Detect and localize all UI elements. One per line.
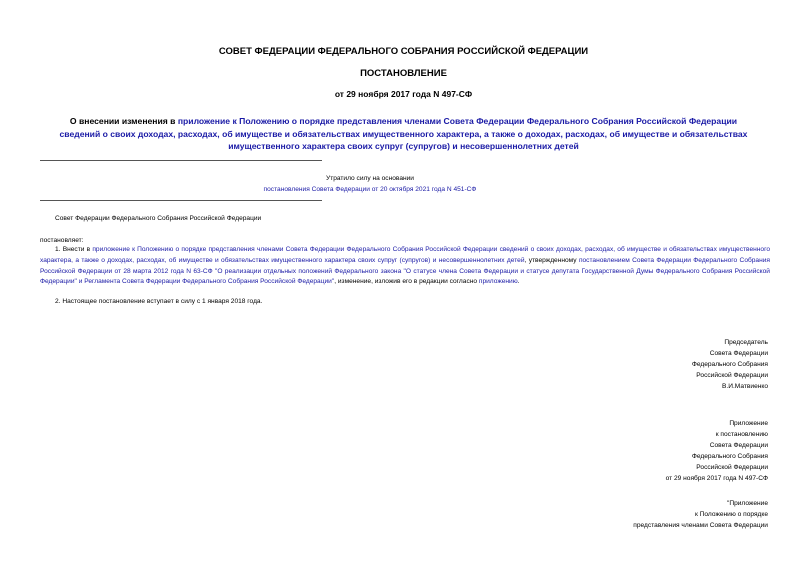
- divider-bottom: [40, 200, 322, 201]
- appendix-line-5: Российской Федерации: [696, 464, 768, 471]
- signature-line-2: Совета Федерации: [709, 350, 768, 357]
- signature-name: В.И.Матвиенко: [721, 383, 768, 390]
- signature-line-3: Федерального Собрания: [691, 361, 768, 368]
- item-2-paragraph: 2. Настоящее постановление вступает в силу с 1 января 2018 года.: [55, 298, 263, 305]
- item-1-end: , изменение, изложив его в редакции согласно: [334, 278, 479, 286]
- appendix-line-1: Приложение: [729, 420, 768, 427]
- lost-force-container: [230, 185, 510, 196]
- title-link-appendix-line3[interactable]: имущественного характера своих супруг (супругов) и несовершеннолетних детей: [228, 141, 579, 151]
- item-1-link-resolution[interactable]: постановлением Совета Федерации Федерального Собрания Российской Федерации от 28 марта 2012 года N 63-СФ "О реализации отдельных положений Федерального закона "О статусе члена Совета Федерации и статусе депутата Государственной Думы Федерального Собрания Российской Федерации" и Регламента Совета Федерации Федерального Собрания Российской Федерации": [40, 256, 770, 286]
- appendix-line-2: к постановлению: [715, 431, 768, 438]
- council-paragraph: Совет Федерации Федерального Собрания Российской Федерации: [55, 215, 262, 222]
- signature-line-4: Российской Федерации: [696, 372, 768, 379]
- title-prefix: О внесении изменения в: [69, 116, 178, 126]
- appendix-quote-line-2: к Положению о порядке: [694, 511, 768, 518]
- item-1-link-appendix[interactable]: приложение к Положению о порядке представления членами Совета Федерации Федерального Собрания Российской Федерации сведений о своих доходах, расходах, об имуществе и обязательствах имущественного характера, а также о доходах, расходах, об имуществе и обязательствах имущественного характера своих супруг (супругов) и несовершеннолетних детей: [40, 246, 770, 264]
- appendix-header-block: [508, 418, 768, 484]
- signature-line-1: Председатель: [724, 339, 768, 346]
- appendix-quote-line-3: представления членами Совета Федерации: [633, 522, 768, 529]
- item-1-mid: , утвержденному: [524, 256, 579, 264]
- organization-heading: СОВЕТ ФЕДЕРАЦИИ ФЕДЕРАЛЬНОГО СОБРАНИЯ РОССИЙСКОЙ ФЕДЕРАЦИИ: [218, 46, 589, 57]
- item-1-start: 1. Внести в: [55, 246, 93, 253]
- item-1-dot: .: [517, 278, 520, 286]
- divider-top: [40, 160, 322, 161]
- appendix-quote-line-1: "Приложение: [726, 500, 768, 507]
- appendix-line-6: от 29 ноября 2017 года N 497-СФ: [665, 475, 768, 482]
- signature-block: [508, 337, 768, 392]
- document-title: [40, 115, 767, 153]
- appendix-line-4: Федерального Собрания: [691, 453, 768, 460]
- document-date-number: от 29 ноября 2017 года N 497-СФ: [334, 89, 473, 99]
- document-type-heading: ПОСТАНОВЛЕНИЕ: [360, 68, 447, 79]
- lost-force-link[interactable]: постановления Совета Федерации от 20 октября 2021 года N 451-СФ: [263, 185, 477, 193]
- item-1-link-annex[interactable]: приложению: [478, 278, 518, 286]
- item-1-paragraph: [40, 245, 770, 288]
- appendix-quote-block: [508, 498, 768, 531]
- decree-paragraph: постановляет:: [40, 237, 84, 244]
- title-link-appendix-line2[interactable]: сведений о своих доходах, расходах, об имуществе и обязательствах имущественного характера, а также о доходах, расходах, об имуществе и обязательствах: [59, 128, 748, 139]
- appendix-line-3: Совета Федерации: [709, 442, 768, 449]
- lost-force-label: Утратило силу на основании: [326, 175, 414, 182]
- title-link-appendix[interactable]: приложение к Положению о порядке представления членами Совета Федерации Федерального Собрания Российской Федерации: [177, 116, 738, 126]
